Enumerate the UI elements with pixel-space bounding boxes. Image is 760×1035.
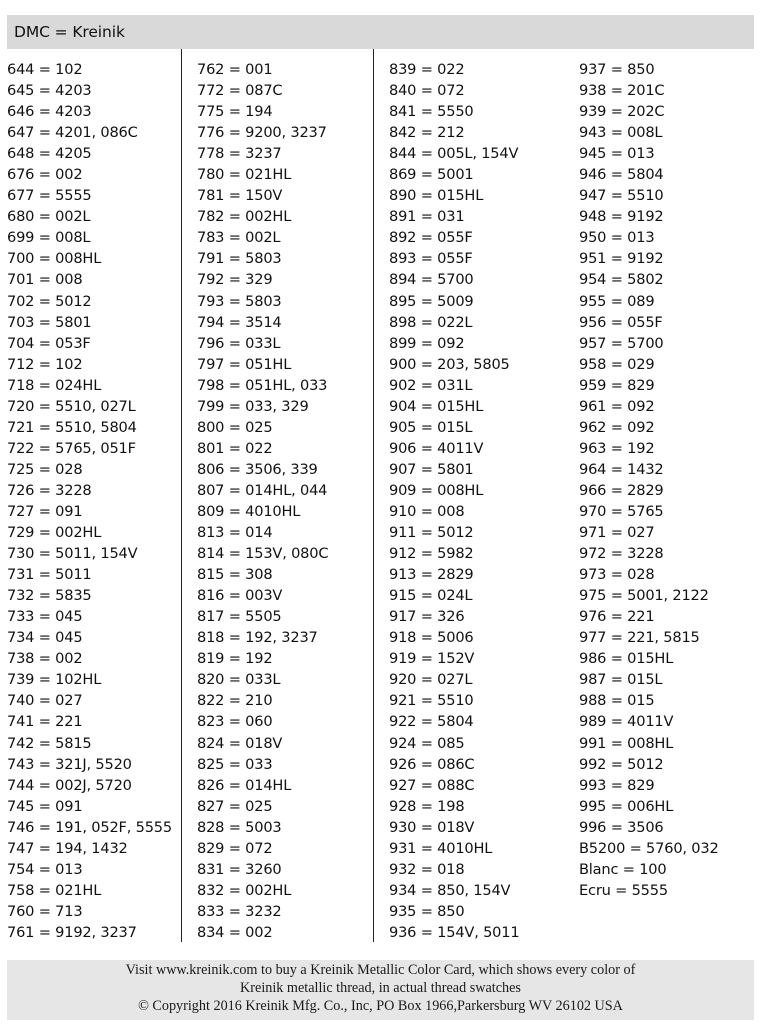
conversion-entry: 904 = 015HL [389, 397, 484, 415]
conversion-entry: 792 = 329 [197, 271, 273, 289]
conversion-entry: 927 = 088C [389, 776, 475, 794]
copyright-line: © Copyright 2016 Kreinik Mfg. Co., Inc, PO Box 1966,Parkersburg WV 26102 USA [138, 998, 623, 1014]
conversion-entry: 772 = 087C [197, 82, 283, 100]
conversion-entry: 844 = 005L, 154V [389, 145, 519, 163]
conversion-entry: 734 = 045 [7, 629, 83, 647]
conversion-entry: 938 = 201C [579, 82, 665, 100]
conversion-entry: 959 = 829 [579, 376, 655, 394]
conversion-entry: 917 = 326 [389, 608, 465, 626]
conversion-entry: 807 = 014HL, 044 [197, 481, 328, 499]
conversion-entry: 831 = 3260 [197, 860, 282, 878]
conversion-entry: 833 = 3232 [197, 902, 282, 920]
conversion-entry: 776 = 9200, 3237 [197, 124, 327, 142]
conversion-entry: 799 = 033, 329 [197, 397, 309, 415]
table-header [7, 15, 754, 49]
conversion-entry: 760 = 713 [7, 902, 83, 920]
conversion-entry: 704 = 053F [7, 334, 91, 352]
conversion-entry: 814 = 153V, 080C [197, 545, 329, 563]
conversion-entry: 899 = 092 [389, 334, 465, 352]
conversion-entry: 742 = 5815 [7, 734, 92, 752]
conversion-entry: 869 = 5001 [389, 166, 474, 184]
conversion-entry: 761 = 9192, 3237 [7, 923, 137, 941]
conversion-entry: 928 = 198 [389, 797, 465, 815]
conversion-entry: 900 = 203, 5805 [389, 355, 510, 373]
conversion-entry: 676 = 002 [7, 166, 83, 184]
conversion-entry: 977 = 221, 5815 [579, 629, 700, 647]
conversion-entry: 739 = 102HL [7, 671, 102, 689]
conversion-entry: B5200 = 5760, 032 [579, 839, 719, 857]
conversion-column-4 [579, 59, 719, 901]
conversion-entry: 824 = 018V [197, 734, 283, 752]
conversion-entry: 902 = 031L [389, 376, 473, 394]
footer-line-1: Visit www.kreinik.com to buy a Kreinik Metallic Color Card, which shows every color of [125, 962, 636, 978]
conversion-entry: 730 = 5011, 154V [7, 545, 138, 563]
conversion-entry: 934 = 850, 154V [389, 881, 511, 899]
conversion-entry: 732 = 5835 [7, 587, 92, 605]
conversion-entry: 924 = 085 [389, 734, 465, 752]
conversion-entry: 720 = 5510, 027L [7, 397, 136, 415]
conversion-entry: 818 = 192, 3237 [197, 629, 318, 647]
conversion-entry: 820 = 033L [197, 671, 281, 689]
conversion-entry: 993 = 829 [579, 776, 655, 794]
conversion-entry: 945 = 013 [579, 145, 655, 163]
conversion-entry: 758 = 021HL [7, 881, 102, 899]
conversion-entry: 937 = 850 [579, 61, 655, 78]
conversion-entry: 918 = 5006 [389, 629, 474, 647]
conversion-entry: 988 = 015 [579, 692, 655, 710]
conversion-entry: 809 = 4010HL [197, 502, 301, 520]
footer-note [7, 960, 754, 1020]
conversion-column-1 [7, 59, 172, 943]
conversion-entry: 703 = 5801 [7, 313, 92, 331]
column-divider-1 [181, 49, 182, 942]
conversion-column-3 [389, 59, 519, 943]
conversion-entry: 819 = 192 [197, 650, 273, 668]
conversion-entry: 839 = 022 [389, 61, 465, 78]
conversion-entry: 801 = 022 [197, 439, 273, 457]
conversion-entry: 906 = 4011V [389, 439, 484, 457]
conversion-entry: 702 = 5012 [7, 292, 92, 310]
conversion-entry: 733 = 045 [7, 608, 83, 626]
conversion-entry: 995 = 006HL [579, 797, 674, 815]
conversion-entry: 832 = 002HL [197, 881, 292, 899]
conversion-entry: 741 = 221 [7, 713, 83, 731]
conversion-entry: 775 = 194 [197, 103, 273, 121]
conversion-entry: 891 = 031 [389, 208, 465, 226]
conversion-entry: 780 = 021HL [197, 166, 292, 184]
conversion-entry: 817 = 5505 [197, 608, 282, 626]
conversion-entry: 646 = 4203 [7, 103, 92, 121]
conversion-entry: 921 = 5510 [389, 692, 474, 710]
conversion-entry: 951 = 9192 [579, 250, 664, 268]
conversion-entry: 725 = 028 [7, 460, 83, 478]
conversion-entry: 647 = 4201, 086C [7, 124, 138, 142]
conversion-entry: 822 = 210 [197, 692, 273, 710]
conversion-entry: 946 = 5804 [579, 166, 664, 184]
conversion-entry: 834 = 002 [197, 923, 273, 941]
conversion-entry: 966 = 2829 [579, 481, 664, 499]
conversion-entry: 827 = 025 [197, 797, 273, 815]
conversion-entry: 970 = 5765 [579, 502, 664, 520]
conversion-entry: 962 = 092 [579, 418, 655, 436]
conversion-entry: 947 = 5510 [579, 187, 664, 205]
conversion-entry: 841 = 5550 [389, 103, 474, 121]
conversion-entry: 700 = 008HL [7, 250, 102, 268]
conversion-entry: 975 = 5001, 2122 [579, 587, 709, 605]
conversion-entry: 648 = 4205 [7, 145, 92, 163]
conversion-entry: 718 = 024HL [7, 376, 102, 394]
page-title: DMC = Kreinik [14, 23, 125, 41]
conversion-entry: 957 = 5700 [579, 334, 664, 352]
conversion-entry: 722 = 5765, 051F [7, 439, 136, 457]
conversion-entry: 806 = 3506, 339 [197, 460, 318, 478]
conversion-entry: 721 = 5510, 5804 [7, 418, 137, 436]
conversion-entry: 991 = 008HL [579, 734, 674, 752]
conversion-entry: 747 = 194, 1432 [7, 839, 128, 857]
conversion-entry: 950 = 013 [579, 229, 655, 247]
conversion-entry: 783 = 002L [197, 229, 281, 247]
conversion-entry: 727 = 091 [7, 502, 83, 520]
conversion-entry: 948 = 9192 [579, 208, 664, 226]
conversion-entry: 936 = 154V, 5011 [389, 923, 520, 941]
conversion-entry: 907 = 5801 [389, 460, 474, 478]
conversion-entry: 842 = 212 [389, 124, 465, 142]
conversion-entry: 826 = 014HL [197, 776, 292, 794]
conversion-entry: 731 = 5011 [7, 566, 92, 584]
conversion-entry: 738 = 002 [7, 650, 83, 668]
conversion-entry: 976 = 221 [579, 608, 655, 626]
conversion-entry: 729 = 002HL [7, 524, 102, 542]
conversion-entry: 823 = 060 [197, 713, 273, 731]
footer-line-2: Kreinik metallic thread, in actual thread swatches [240, 980, 521, 996]
conversion-entry: 911 = 5012 [389, 524, 474, 542]
conversion-entry: 930 = 018V [389, 818, 475, 836]
conversion-entry: 797 = 051HL [197, 355, 292, 373]
conversion-entry: 796 = 033L [197, 334, 281, 352]
conversion-entry: 815 = 308 [197, 566, 273, 584]
conversion-entry: 935 = 850 [389, 902, 465, 920]
conversion-entry: 816 = 003V [197, 587, 283, 605]
conversion-entry: 905 = 015L [389, 418, 473, 436]
conversion-entry: 919 = 152V [389, 650, 475, 668]
conversion-entry: 645 = 4203 [7, 82, 92, 100]
conversion-entry: 922 = 5804 [389, 713, 474, 731]
conversion-column-2 [197, 59, 328, 943]
conversion-entry: 762 = 001 [197, 61, 273, 78]
conversion-entry: 939 = 202C [579, 103, 665, 121]
conversion-entry: 931 = 4010HL [389, 839, 493, 857]
conversion-entry: 800 = 025 [197, 418, 273, 436]
conversion-table [0, 49, 760, 942]
conversion-entry: 699 = 008L [7, 229, 91, 247]
conversion-entry: 987 = 015L [579, 671, 663, 689]
conversion-entry: 813 = 014 [197, 524, 273, 542]
conversion-entry: 840 = 072 [389, 82, 465, 100]
conversion-entry: 989 = 4011V [579, 713, 674, 731]
conversion-entry: 963 = 192 [579, 439, 655, 457]
conversion-entry: 894 = 5700 [389, 271, 474, 289]
column-divider-2 [373, 49, 374, 942]
conversion-entry: 743 = 321J, 5520 [7, 755, 132, 773]
conversion-entry: 701 = 008 [7, 271, 83, 289]
conversion-entry: 890 = 015HL [389, 187, 484, 205]
conversion-entry: 895 = 5009 [389, 292, 474, 310]
conversion-entry: 964 = 1432 [579, 460, 664, 478]
conversion-entry: 793 = 5803 [197, 292, 282, 310]
conversion-entry: 971 = 027 [579, 524, 655, 542]
conversion-entry: 958 = 029 [579, 355, 655, 373]
conversion-entry: 726 = 3228 [7, 481, 92, 499]
conversion-entry: 898 = 022L [389, 313, 473, 331]
conversion-entry: 961 = 092 [579, 397, 655, 415]
conversion-entry: 892 = 055F [389, 229, 473, 247]
conversion-entry: 744 = 002J, 5720 [7, 776, 132, 794]
conversion-entry: 909 = 008HL [389, 481, 484, 499]
conversion-entry: 955 = 089 [579, 292, 655, 310]
conversion-entry: 680 = 002L [7, 208, 91, 226]
conversion-entry: 798 = 051HL, 033 [197, 376, 328, 394]
conversion-entry: 956 = 055F [579, 313, 663, 331]
conversion-entry: Blanc = 100 [579, 860, 667, 878]
conversion-entry: 972 = 3228 [579, 545, 664, 563]
conversion-entry: 893 = 055F [389, 250, 473, 268]
conversion-entry: 781 = 150V [197, 187, 283, 205]
conversion-entry: 825 = 033 [197, 755, 273, 773]
conversion-entry: 745 = 091 [7, 797, 83, 815]
conversion-entry: 782 = 002HL [197, 208, 292, 226]
conversion-entry: 746 = 191, 052F, 5555 [7, 818, 172, 836]
conversion-entry: 915 = 024L [389, 587, 473, 605]
conversion-entry: 986 = 015HL [579, 650, 674, 668]
conversion-entry: Ecru = 5555 [579, 881, 668, 899]
conversion-entry: 828 = 5003 [197, 818, 282, 836]
conversion-entry: 910 = 008 [389, 502, 465, 520]
conversion-entry: 712 = 102 [7, 355, 83, 373]
conversion-entry: 754 = 013 [7, 860, 83, 878]
conversion-entry: 996 = 3506 [579, 818, 664, 836]
conversion-entry: 912 = 5982 [389, 545, 474, 563]
conversion-entry: 778 = 3237 [197, 145, 282, 163]
conversion-entry: 829 = 072 [197, 839, 273, 857]
conversion-entry: 794 = 3514 [197, 313, 282, 331]
conversion-entry: 932 = 018 [389, 860, 465, 878]
conversion-entry: 913 = 2829 [389, 566, 474, 584]
conversion-entry: 926 = 086C [389, 755, 475, 773]
conversion-entry: 644 = 102 [7, 61, 83, 78]
conversion-entry: 973 = 028 [579, 566, 655, 584]
conversion-entry: 791 = 5803 [197, 250, 282, 268]
conversion-entry: 677 = 5555 [7, 187, 92, 205]
conversion-entry: 954 = 5802 [579, 271, 664, 289]
conversion-entry: 740 = 027 [7, 692, 83, 710]
conversion-entry: 943 = 008L [579, 124, 663, 142]
conversion-entry: 992 = 5012 [579, 755, 664, 773]
conversion-entry: 920 = 027L [389, 671, 473, 689]
